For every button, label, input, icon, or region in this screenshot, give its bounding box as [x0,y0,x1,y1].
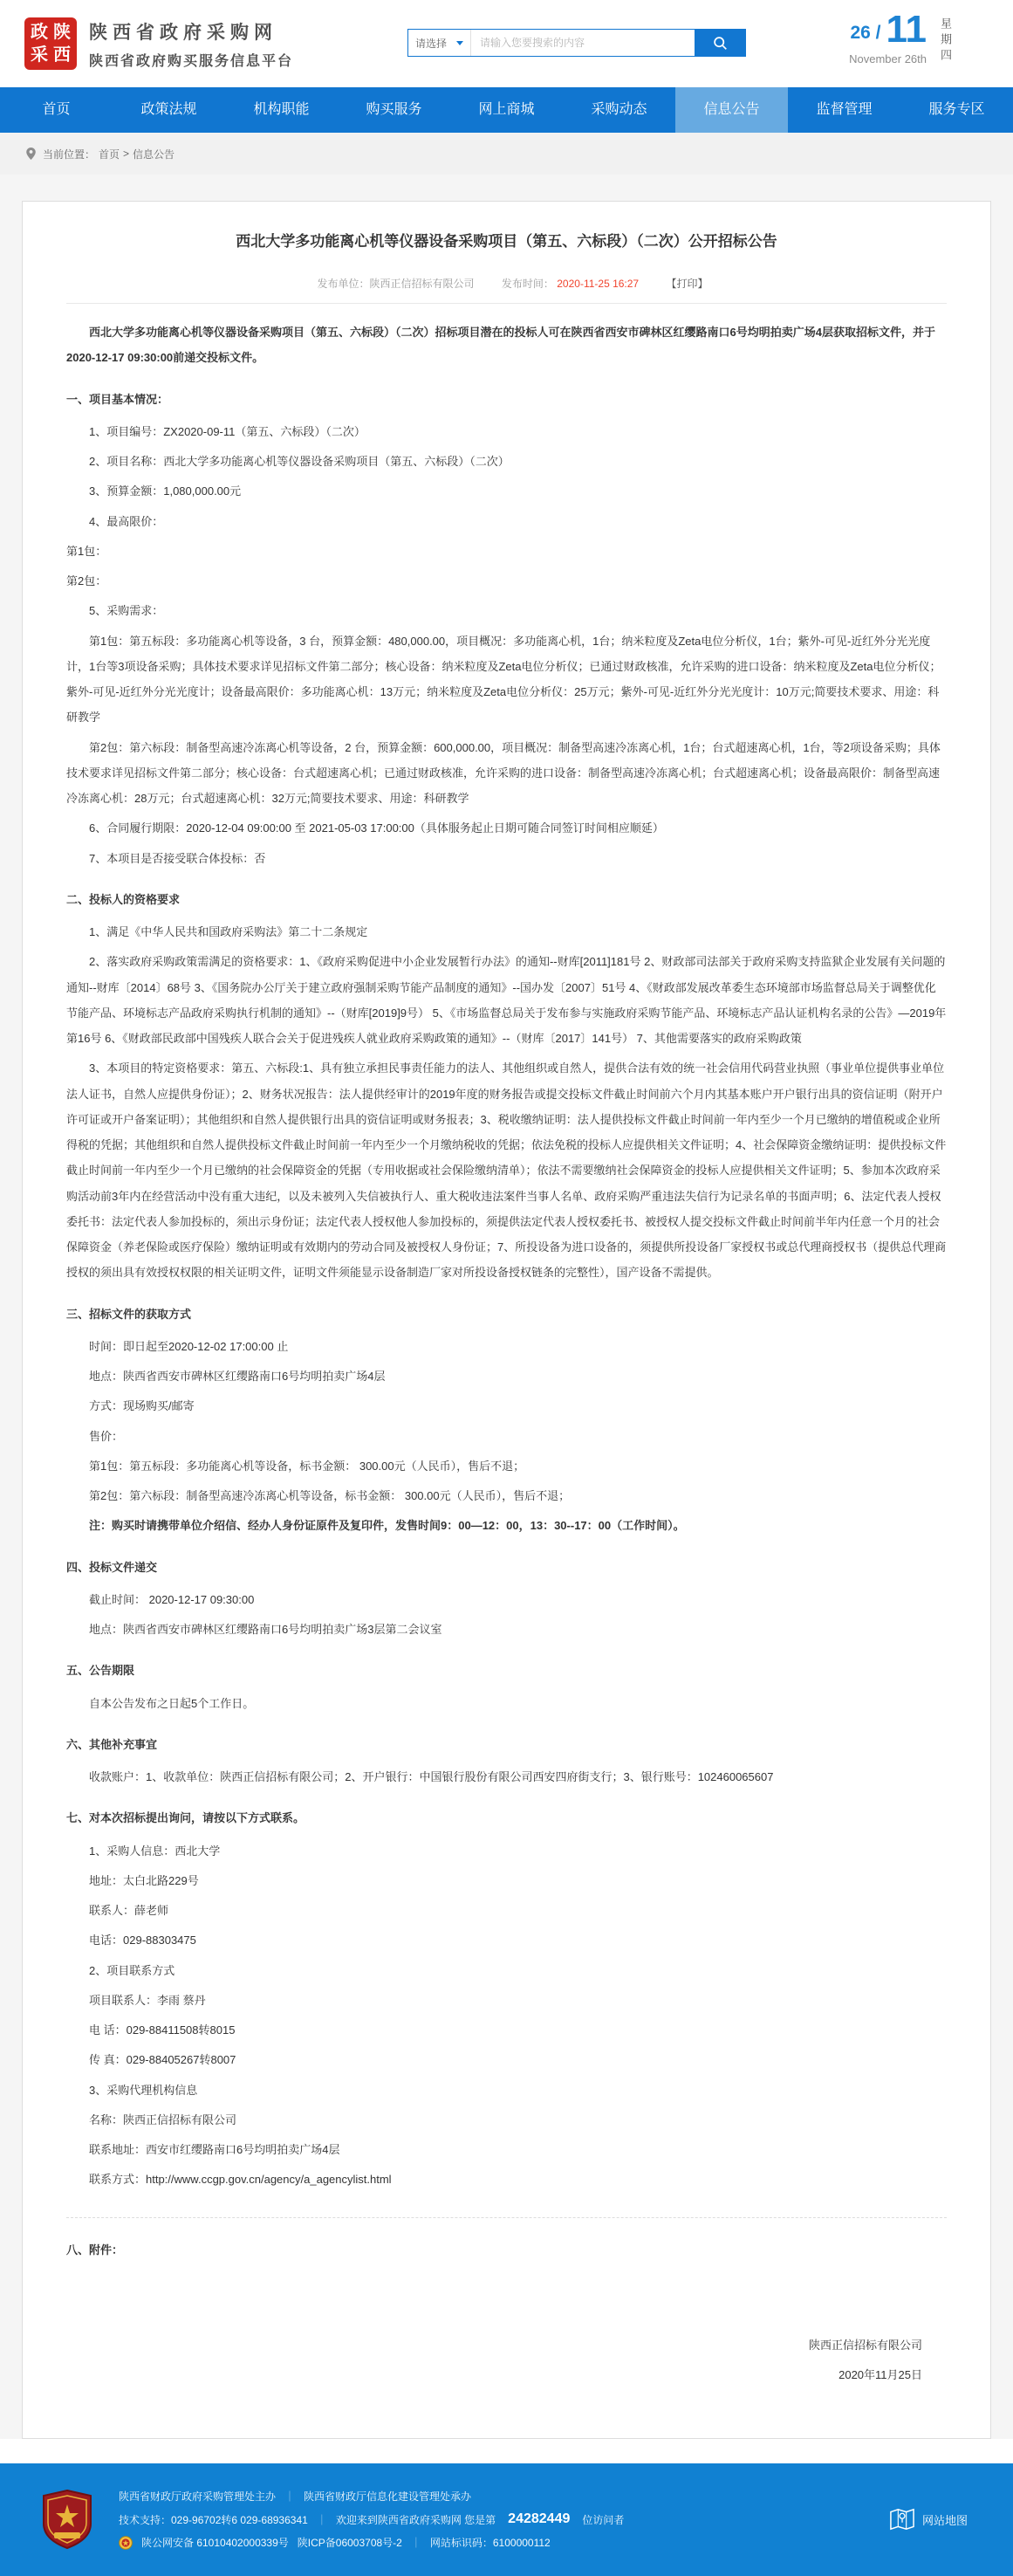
announcement-card [22,201,991,2439]
content-paragraph: 4、最高限价： [89,514,164,528]
signature-block [66,2331,947,2390]
footer-organizer: 陕西省财政厅政府采购管理处主办 [119,2490,277,2504]
nav-item-4[interactable]: 网上商城 [478,102,535,117]
footer-co-organizer: 陕西省财政厅信息化建设管理处承办 [304,2490,472,2504]
content-paragraph: 3、本项目的特定资格要求：第五、六标段:1、具有独立承担民事责任能力的法人、其他组织或自然人，提供合法有效的统一社会信用代码营业执照（事业单位提供事业单位法人证书，自然人应提供身份证）；2、财务状况报告：法人提供经审计的2019年度的财务报告或提交投标文件截止时间前六个月内其基本账户开户银行出具的资信证明（附开户许可证或开户备案证明）；其他组织和自然人提供银行出具的资信证明或财务报表；3、税收缴纳证明：法人提供投标文件截止时间前一年内至少一个月已缴纳的增值税或企业所得税的凭据；其他组织和自然人提供投标文件截止时间前一年内至少一个月缴纳税收的凭据；依法免税的投标人应提供相关文件证明；4、社会保障资金缴纳证明：提供投标文件截止时间前一年内至少一个月已缴纳的社会保障资金的凭据（专用收据或社会保险缴纳清单）；依法不需要缴纳社会保障资金的投标人应提供相关文件证明；5、参加本次政府采购活动前3年内在经营活动中没有重大违纪，以及未被列入失信被执行人、重大税收违法案件当事人名单、政府采购严重违法失信行为记录名单的书面声明；6、法定代表人授权委托书：法定代表人参加投标的，须出示身份证；法定代表人授权他人参加投标的，须提供法定代表人授权委托书、被授权人提交投标文件截止时间前半年内任意一个月的社会保障资金（养老保险或医疗保险）缴纳证明或有效期内的劳动合同及被授权人身份证；7、所投设备为进口设备的，须提供所投设备厂家授权书或总代理商授权书（提供总代理商授权的须出具有效授权权限的相关证明文件，证明文件须能显示设备制造厂家对所投设备授权链条的完整性），国产设备不需提供。 [66,1061,947,1280]
section-heading: 六、其他补充事宜 [66,1737,158,1751]
footer-info: 陕西省财政厅政府采购管理处主办 ｜ 陕西省财政厅信息化建设管理处承办 技术支持：029-96702转6 029-68936341 ｜ 欢迎来到陕西省政府采购网 您是第 24282449 位访问者 陕公网安备 61010402000339号 陕ICP备06003708号-2 ｜ 网站标识码：6100000112 [119,2490,625,2550]
site-title: 陕西省政府采购网 [89,22,277,43]
nav-item-8[interactable]: 服务专区 [928,102,985,117]
content-paragraph: 电话：029-88303475 [89,1934,196,1947]
site-header [0,0,1013,87]
nav-item-2[interactable]: 机构职能 [253,102,310,117]
content-paragraph: 3、采购代理机构信息 [89,2083,198,2097]
content-paragraph: 西北大学多功能离心机等仪器设备采购项目（第五、六标段）（二次）招标项目潜在的投标人可在陕西省西安市碑林区红缨路南口6号均明拍卖广场4层获取招标文件，并于2020-12-17 09:30:00前递交投标文件。 [66,326,935,365]
date-widget [849,10,987,65]
breadcrumb-current: 信息公告 [133,148,175,161]
section-heading: 二、投标人的资格要求 [66,892,181,906]
nav-item-6[interactable]: 信息公告 [675,87,788,133]
footer-icp[interactable]: 陕ICP备06003708号-2 [297,2537,402,2550]
visitor-count: 24282449 [508,2511,571,2527]
seal-char: 采 [31,45,48,65]
breadcrumb-home-link[interactable]: 首页 [99,148,120,161]
sitemap-link[interactable] [889,2507,968,2531]
content-paragraph: 自本公告发布之日起5个工作日。 [89,1696,255,1710]
content-paragraph: 第2包： [66,574,107,588]
content-paragraph: 名称：陕西正信招标有限公司 [89,2112,237,2126]
content-paragraph: 第2包：第六标段：制备型高速冷冻离心机等设备，2 台，预算金额：600,000.00，项目概况：制备型高速冷冻离心机，1台；台式超速离心机，1台，等2项设备采购；具体技术要求详见招标文件第二部分；核心设备：台式超速离心机；已通过财政核准，允许采购的进口设备：制备型高速冷冻离心机；台式超速离心机；设备最高限价：制备型高速冷冻离心机：28万元；台式超速离心机：32万元;简要技术要求、用途：科研教学 [66,740,941,806]
content-paragraph: 项目联系人：李雨 蔡丹 [89,1993,206,2007]
government-emblem-icon [40,2489,94,2550]
search-input[interactable] [471,30,695,56]
publisher: 发布单位：陕西正信招标有限公司 [317,278,475,291]
content-paragraph: 2、项目名称：西北大学多功能离心机等仪器设备采购项目（第五、六标段）（二次） [89,455,510,469]
sitemap-label: 网站地图 [921,2513,968,2527]
content-paragraph: 联系地址：西安市红缨路南口6号均明拍卖广场4层 [89,2143,340,2157]
search-select-label: 请选择 [415,37,448,50]
publish-time-label: 发布时间： [501,278,554,291]
main-area [0,175,1013,2439]
breadcrumb-separator: > [123,148,130,160]
content-paragraph: 电 话：029-88411508转8015 [89,2023,236,2037]
content-paragraph: 第1包：第五标段：多功能离心机等设备，3 台，预算金额：480,000.00，项目概况：多功能离心机，1台；纳米粒度及Zeta电位分析仪，1台；紫外-可见-近红外分光光度计，1台等3项设备采购；具体技术要求详见招标文件第二部分；核心设备：纳米粒度及Zeta电位分析仪；已通过财政核准，允许采购的进口设备：纳米粒度及Zeta电位分析仪；紫外-可见-近红外分光光度计；设备最高限价：多功能离心机：13万元；纳米粒度及Zeta电位分析仪：25万元；紫外-可见-近红外分光光度计：10万元;简要技术要求、用途：科研教学 [66,634,941,725]
publish-time: 2020-11-25 16:27 [557,278,640,291]
chevron-down-icon [456,41,463,45]
content-paragraph: 1、项目编号：ZX2020-09-11（第五、六标段）（二次） [89,424,366,438]
section-heading: 三、招标文件的获取方式 [66,1307,192,1321]
nav-item-7[interactable]: 监督管理 [816,102,873,117]
footer-welcome: 欢迎来到陕西省政府采购网 您是第 [335,2513,496,2526]
site-footer [0,2463,1013,2576]
signature-date: 2020年11月25日 [838,2367,922,2381]
seal-char: 西 [53,45,71,65]
content-paragraph: 1、满足《中华人民共和国政府采购法》第二十二条规定 [89,925,368,939]
date-day-en: 26th [904,52,927,65]
site-subtitle: 陕西省政府购买服务信息平台 [89,53,294,69]
content-paragraph: 第1包： [66,544,107,558]
content-paragraph: 地点：陕西省西安市碑林区红缨路南口6号均明拍卖广场4层 [89,1370,386,1384]
search-icon [713,36,728,51]
seal-char: 陕 [53,23,71,42]
date-day: 26 / [850,23,881,43]
nav-item-3[interactable]: 购买服务 [366,102,422,117]
section-heading: 八、附件： [66,2243,124,2257]
content-paragraph: 2、落实政府采购政策需满足的资格要求：1、《政府采购促进中小企业发展暂行办法》的通知--财库[2011]181号 2、财政部司法部关于政府采购支持监狱企业发展有关问题的通知--财库〔2014〕68号 3、《国务院办公厅关于建立政府强制采购节能产品制度的通知》--国办发〔2007〕51号 4、《财政部发展改革委生态环境部市场监督总局关于调整优化节能产品、环境标志产品政府采购执行机制的通知》--（财库[2019]9号） 5、《市场监督总局关于发布参与实施政府采购节能产品、环境标志产品认证机构名录的公告》—2019年第16号 6、《财政部民政部中国残疾人联合会关于促进残疾人就业政府采购政策的通知》--（财库〔2017〕141号） 7、其他需要落实的政府采购政策 [66,955,947,1046]
date-weekday: 星期四 [939,17,952,65]
breadcrumb [0,133,1013,175]
seal-char: 政 [31,23,48,42]
breadcrumb-location-label: 当前位置： [43,148,96,161]
article-meta [66,276,947,291]
content-paragraph: 7、本项目是否接受联合体投标：否 [89,851,266,865]
content-paragraph: 第2包：第六标段：制备型高速冷冻离心机等设备，标书金额： 300.00元（人民币），售后不退； [89,1489,571,1503]
content-paragraph: 地点：陕西省西安市碑林区红缨路南口6号均明拍卖广场3层第二会议室 [89,1623,442,1637]
content-paragraph: 2、项目联系方式 [89,1963,175,1977]
section-heading: 一、项目基本情况： [66,392,169,406]
content-paragraph: 第1包：第五标段：多功能离心机等设备，标书金额： 300.00元（人民币），售后不退； [89,1459,525,1473]
section-heading: 五、公告期限 [66,1664,135,1678]
content-paragraph: 售价： [89,1429,124,1443]
content-paragraph: 1、采购人信息：西北大学 [89,1844,221,1858]
search-bar [407,29,746,57]
content-paragraph: 3、预算金额：1,080,000.00元 [89,484,242,498]
content-paragraph: 收款账户：1、收款单位：陕西正信招标有限公司；2、开户银行：中国银行股份有限公司西安四府街支行；3、银行账号：102460065607 [89,1770,774,1784]
print-button[interactable]: 【打印】 [666,278,708,291]
content-paragraph: 地址：太白北路229号 [89,1873,199,1887]
footer-site-code: 网站标识码：6100000112 [429,2537,551,2550]
content-paragraph: 联系方式：http://www.ccgp.gov.cn/agency/a_agencylist.html [89,2173,392,2187]
article-body [66,319,947,2263]
content-paragraph: 时间：即日起至2020-12-02 17:00:00 止 [89,1339,289,1353]
date-month-en: November [849,52,902,65]
section-heading: 四、投标文件递交 [66,1560,158,1574]
content-paragraph: 注：购买时请携带单位介绍信、经办人身份证原件及复印件，发售时间9：00—12：00，13：30--17：00（工作时间）。 [89,1519,685,1533]
footer-tech-support: 技术支持：029-96702转6 029-68936341 [119,2513,308,2526]
meta-divider [66,303,947,304]
page-title: 西北大学多功能离心机等仪器设备采购项目（第五、六标段）（二次）公开招标公告 [236,233,777,250]
search-button[interactable] [695,30,745,56]
footer-welcome-suffix: 位访问者 [582,2513,625,2526]
sitemap-map-icon [889,2507,915,2531]
section-heading: 七、对本次招标提出询问，请按以下方式联系。 [66,1811,305,1825]
police-badge-icon [119,2536,133,2550]
main-nav [0,87,1013,133]
footer-beian[interactable]: 陕公网安备 61010402000339号 [141,2537,289,2550]
nav-item-1[interactable]: 政策法规 [140,102,197,117]
content-paragraph: 6、合同履行期限：2020-12-04 09:00:00 至 2021-05-03 17:00:00（具体服务起止日期可随合同签订时间相应顺延） [89,821,664,835]
content-paragraph: 方式：现场购买/邮寄 [89,1399,195,1413]
date-month: 11 [886,8,927,51]
search-category-select[interactable] [408,30,471,56]
content-paragraph: 截止时间： 2020-12-17 09:30:00 [89,1592,255,1606]
signature-company: 陕西正信招标有限公司 [808,2338,922,2352]
location-pin-icon [26,148,36,160]
dotted-divider [66,2217,947,2218]
seal-logo-icon [24,17,77,70]
site-logo[interactable] [24,17,293,70]
content-paragraph: 5、采购需求： [89,604,164,618]
nav-item-0[interactable]: 首页 [42,102,71,117]
content-paragraph: 传 真：029-88405267转8007 [89,2053,236,2067]
content-paragraph: 联系人：薛老师 [89,1904,169,1918]
nav-item-5[interactable]: 采购动态 [591,102,647,117]
